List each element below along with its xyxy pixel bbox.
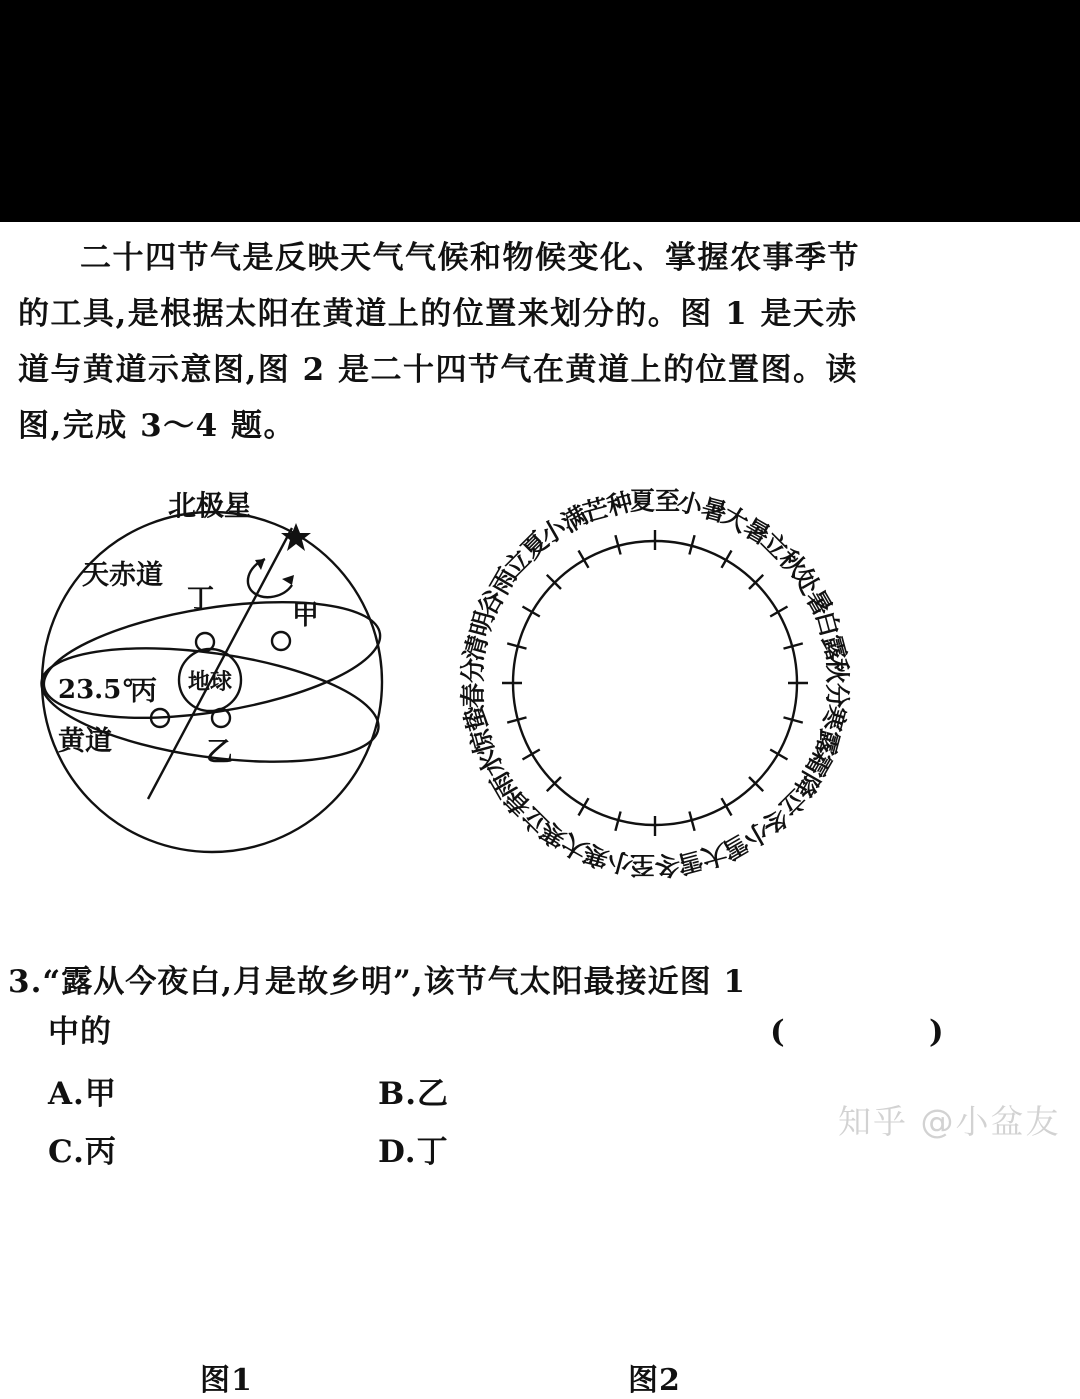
solar-term-label-小雪: 小雪 — [717, 815, 775, 866]
option-d[interactable]: D.丁 — [378, 1134, 449, 1170]
solar-term-label-冬至: 冬至 — [629, 850, 681, 880]
figure1-celestial-sphere-diagram — [20, 455, 410, 875]
passage-line-4: 图,完成 3～4 题。 — [18, 408, 297, 444]
point-yi-label: 乙 — [206, 737, 233, 768]
option-a[interactable]: A.甲 — [48, 1076, 117, 1112]
solar-term-label-谷雨: 谷雨 — [472, 563, 523, 621]
point-ding-label: 丁 — [187, 584, 214, 615]
solar-term-label-立秋: 立秋 — [755, 526, 812, 583]
tilt-angle-label: 23.5° — [58, 675, 135, 705]
ecliptic-label: 黄道 — [58, 726, 112, 757]
solar-term-label-处暑: 处暑 — [787, 563, 838, 621]
solar-term-label-白露: 白露 — [810, 607, 852, 664]
solar-term-label-霜降: 霜降 — [787, 745, 838, 803]
solar-term-label-小满: 小满 — [535, 500, 593, 551]
answer-blank[interactable]: ( ) — [770, 1014, 972, 1050]
point-jia-marker — [272, 632, 290, 650]
solar-term-label-立夏: 立夏 — [498, 526, 555, 583]
solar-term-label-雨水: 雨水 — [472, 745, 523, 803]
passage-line-1: 二十四节气是反映天气气候和物候变化、掌握农事季节 — [80, 240, 860, 276]
option-b[interactable]: B.乙 — [378, 1076, 449, 1112]
figure2-caption: 图2 — [628, 1363, 681, 1398]
solar-term-label-立春: 立春 — [498, 783, 555, 840]
rotation-arrow-head-icon — [282, 575, 294, 585]
solar-term-label-小寒: 小寒 — [579, 838, 636, 880]
solar-term-label-大雪: 大雪 — [674, 838, 731, 880]
zhihu-watermark: 知乎 @小盆友 — [838, 1102, 1061, 1141]
solar-term-label-春分: 春分 — [458, 657, 488, 709]
earth-label: 地球 — [187, 669, 233, 695]
polaris-star-icon — [281, 523, 311, 551]
solar-term-label-立冬: 立冬 — [755, 783, 812, 840]
solar-term-label-小暑: 小暑 — [674, 486, 731, 528]
passage-line-3: 道与黄道示意图,图 2 是二十四节气在黄道上的位置图。读 — [18, 352, 858, 388]
top-black-band — [0, 0, 1080, 222]
option-c[interactable]: C.丙 — [48, 1134, 117, 1170]
passage-line-2: 的工具,是根据太阳在黄道上的位置来划分的。图 1 是天赤 — [18, 296, 858, 332]
figure1-caption: 图1 — [200, 1363, 253, 1398]
solar-term-label-大寒: 大寒 — [535, 815, 593, 866]
question-stem-line-1: 3.“露从今夜白,月是故乡明”,该节气太阳最接近图 1 — [8, 964, 746, 1000]
solar-term-label-清明: 清明 — [458, 607, 500, 664]
solar-term-label-秋分: 秋分 — [822, 657, 852, 709]
solar-term-label-夏至: 夏至 — [629, 486, 681, 516]
point-bing-label: 丙 — [130, 676, 157, 707]
celestial-equator-label: 天赤道 — [82, 560, 163, 591]
solar-term-label-寒露: 寒露 — [810, 702, 852, 759]
solar-term-ticks-group — [502, 530, 808, 836]
polaris-label: 北极星 — [167, 489, 253, 522]
point-jia-label: 甲 — [292, 600, 319, 631]
solar-term-label-大暑: 大暑 — [717, 500, 775, 551]
solar-term-label-芒种: 芒种 — [579, 486, 636, 528]
figure2-solar-terms-diagram — [420, 455, 890, 885]
question-stem-line-2: 中的 — [48, 1014, 112, 1050]
solar-term-label-惊蛰: 惊蛰 — [458, 702, 500, 759]
